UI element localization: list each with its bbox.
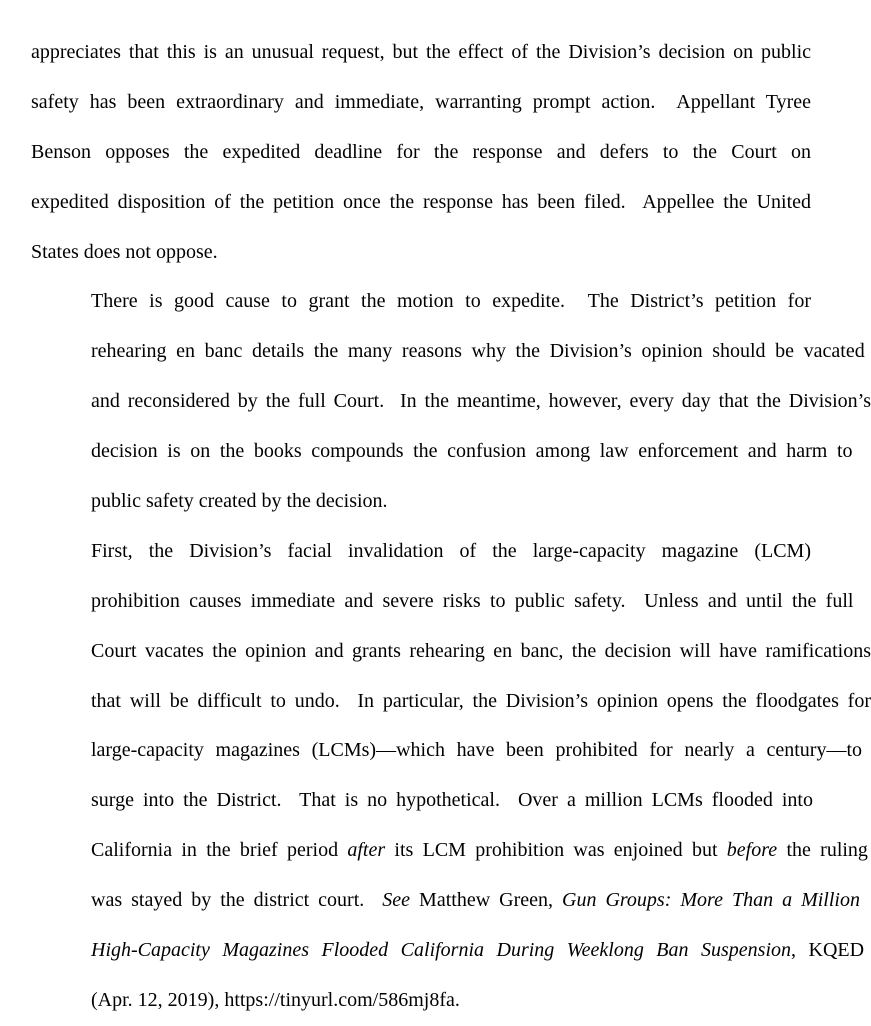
- paragraph-3: [31, 527, 871, 1026]
- text-run: decision is on the books compounds the confusion among law enforcement and harm to: [91, 440, 853, 463]
- text-line: [31, 826, 868, 876]
- text-run: was stayed by the district court.: [91, 889, 383, 912]
- text-run: its LCM prohibition was enjoined but: [385, 839, 727, 862]
- text-run: First, the Division’s facial invalidation of the large-capacity magazine (LCM): [91, 539, 811, 562]
- text-run: large-capacity magazines (LCMs)—which have been prohibited for nearly a century—to: [91, 739, 863, 762]
- text-run: the ruling: [777, 839, 868, 862]
- text-line: [31, 228, 811, 278]
- text-line: [31, 78, 811, 128]
- text-run: States does not oppose.: [31, 240, 218, 263]
- text-line: [31, 178, 811, 228]
- text-run: Matthew Green,: [410, 889, 562, 912]
- text-line: [31, 277, 811, 327]
- text-run: Benson opposes the expedited deadline for the response and defers to the Court on: [31, 140, 811, 163]
- text-line: [31, 128, 811, 178]
- text-run: California in the brief period: [91, 839, 348, 862]
- text-run: and reconsidered by the full Court. In the meantime, however, every day that the Division’s: [91, 390, 871, 413]
- italic-text: Gun Groups: More Than a Million: [562, 889, 860, 912]
- text-line: [31, 876, 860, 926]
- italic-text: High-Capacity Magazines Flooded California During Weeklong Ban Suspension: [91, 939, 792, 962]
- paragraph-2: [31, 277, 871, 526]
- text-run: safety has been extraordinary and immediate, warranting prompt action. Appellant Tyree: [31, 90, 811, 113]
- text-run: prohibition causes immediate and severe risks to public safety. Unless and until the full: [91, 589, 854, 612]
- paragraph-1: [31, 28, 811, 277]
- text-line: [31, 976, 811, 1026]
- text-run: , KQED: [791, 939, 865, 962]
- text-run: There is good cause to grant the motion to expedite. The District’s petition for: [91, 290, 811, 313]
- text-run: public safety created by the decision.: [91, 490, 388, 513]
- text-line: [31, 527, 811, 577]
- text-run: expedited disposition of the petition once the response has been filed. Appellee the United: [31, 190, 811, 213]
- text-line: [31, 776, 811, 826]
- text-run: surge into the District. That is no hypothetical. Over a million LCMs flooded into: [91, 789, 813, 812]
- text-line: [31, 627, 871, 677]
- text-run: that will be difficult to undo. In particular, the Division’s opinion opens the floodgates for: [91, 689, 871, 712]
- text-line: [31, 28, 811, 78]
- text-run: Court vacates the opinion and grants rehearing en banc, the decision will have ramifications: [91, 639, 871, 662]
- text-line: [31, 677, 871, 727]
- italic-text: See: [382, 889, 411, 912]
- document-page: [31, 28, 871, 1026]
- text-line: [31, 577, 854, 627]
- text-line: [31, 926, 865, 976]
- text-line: [31, 327, 865, 377]
- text-run: appreciates that this is an unusual request, but the effect of the Division’s decision on public: [31, 41, 811, 63]
- italic-text: before: [726, 839, 778, 862]
- text-line: [31, 427, 853, 477]
- text-line: [31, 726, 863, 776]
- text-line: [31, 477, 811, 527]
- text-run: rehearing en banc details the many reasons why the Division’s opinion should be vacated: [91, 340, 865, 363]
- text-run: (Apr. 12, 2019), https://tinyurl.com/586mj8fa.: [91, 988, 460, 1011]
- text-line: [31, 377, 871, 427]
- italic-text: after: [347, 839, 386, 862]
